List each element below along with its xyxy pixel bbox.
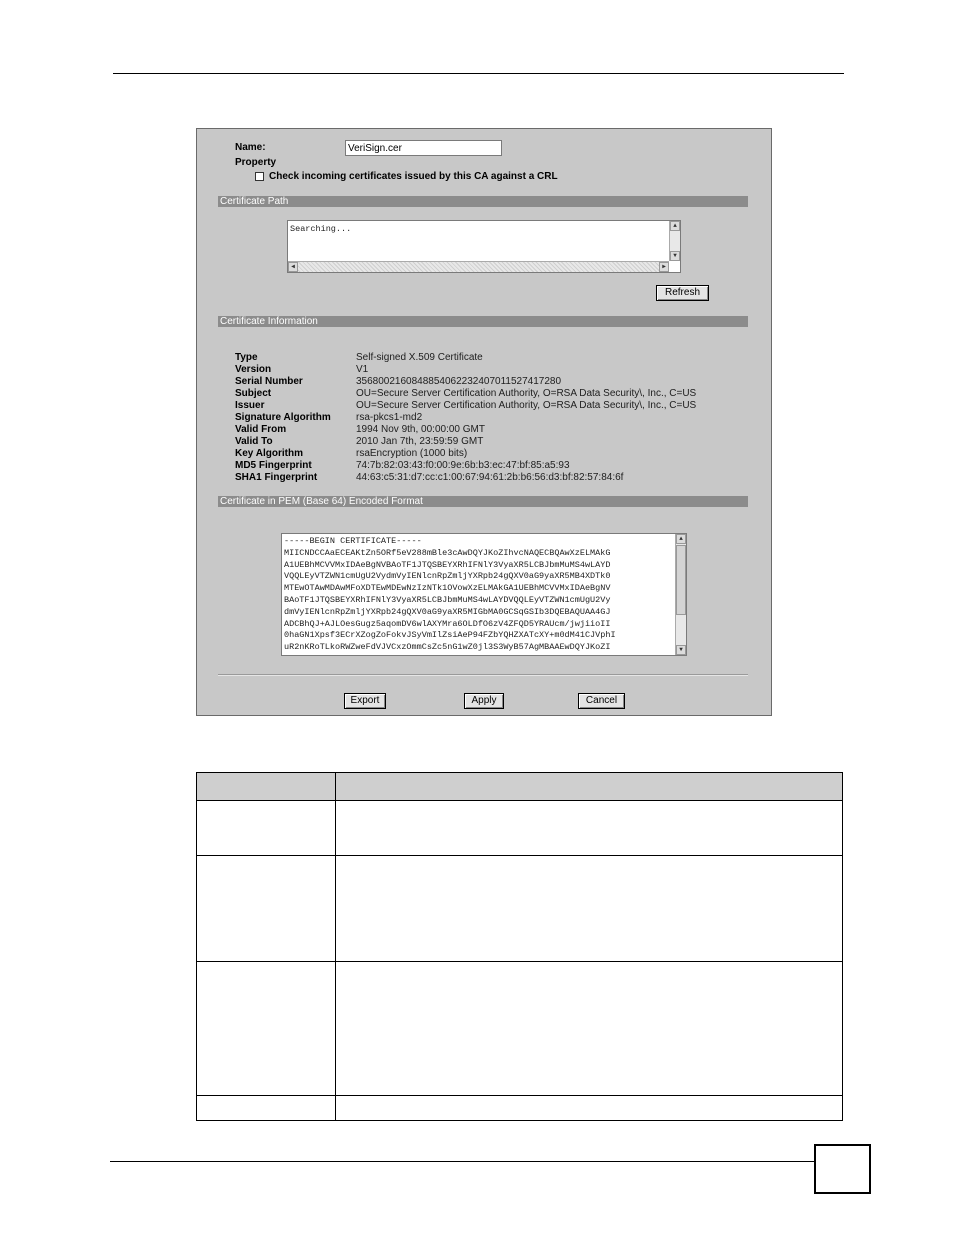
pem-line: MTEwOTAwMDAwMFoXDTEwMDEwNzIzNTk1OVowXzELMAkGA1UEBhMCVVMxIDAeBgNV xyxy=(284,583,611,594)
info-label: Version xyxy=(235,364,272,375)
cancel-button[interactable]: Cancel xyxy=(578,693,625,709)
crl-checkbox-label: Check incoming certificates issued by this CA against a CRL xyxy=(269,171,558,182)
info-label: Valid From xyxy=(235,424,287,435)
pem-content xyxy=(284,536,616,654)
pem-line: ADCBhQJ+AJLOesGugz5aqomDV6wlAXYMra6OLDfO6zV4ZFQD5YRAUcm/jwjiioII xyxy=(284,618,611,629)
table-cell xyxy=(336,962,843,1096)
info-value: Self-signed X.509 Certificate xyxy=(356,352,483,363)
info-value: 74:7b:82:03:43:f0:00:9e:6b:b3:ec:47:bf:85:a5:93 xyxy=(356,460,570,471)
table-header-cell xyxy=(197,773,336,801)
export-button[interactable]: Export xyxy=(344,693,386,709)
scroll-left-icon[interactable]: ◀ xyxy=(288,262,298,272)
info-label: Valid To xyxy=(235,436,273,447)
info-value: 2010 Jan 7th, 23:59:59 GMT xyxy=(356,436,484,447)
table-header-cell xyxy=(336,773,843,801)
scroll-down-icon[interactable]: ▼ xyxy=(676,645,686,655)
info-value: 1994 Nov 9th, 00:00:00 GMT xyxy=(356,424,485,435)
description-table xyxy=(196,772,843,1121)
scroll-up-icon[interactable]: ▲ xyxy=(670,221,680,231)
pem-line: MIICNDCCAaECEAKtZn5ORf5eV288mBle3cAwDQYJKoZIhvcNAQECBQAwXzELMAkG xyxy=(284,547,611,558)
info-value: 35680021608488540622324070115274172​80 xyxy=(356,376,562,387)
info-label: SHA1 Fingerprint xyxy=(235,472,318,483)
apply-button[interactable]: Apply xyxy=(464,693,504,709)
refresh-button[interactable]: Refresh xyxy=(656,285,709,301)
table-row xyxy=(197,801,843,856)
pem-line: BAoTF1JTQSBEYXRhIFNlY3VyaXR5LCBJbmMuMS4wLAYDVQQLEyVTZWN1cmUgU2Vy xyxy=(284,594,611,605)
button-divider xyxy=(218,674,748,676)
info-label: Issuer xyxy=(235,400,265,411)
info-value: V1 xyxy=(356,364,369,375)
pem-textbox[interactable] xyxy=(281,533,687,656)
info-label: Key Algorithm xyxy=(235,448,303,459)
footer-rule xyxy=(110,1161,814,1162)
header-rule xyxy=(113,73,844,74)
table-cell xyxy=(197,962,336,1096)
info-label: Type xyxy=(235,352,258,363)
path-horizontal-scrollbar[interactable] xyxy=(288,261,669,272)
pem-line: 0haGN1Xpsf3ECrXZogZoFokvJSyVmIlZsiAeP94FZbYQHZXATcXY+m0dM41CJVphI xyxy=(284,630,616,641)
scroll-down-icon[interactable]: ▼ xyxy=(670,251,680,261)
certificate-information-header: Certificate Information xyxy=(218,316,748,327)
table-cell xyxy=(336,801,843,856)
pem-line: VQQLEyVTZWN1cmUgU2VydmVyIENlcnRpZmljYXRpb24gQXV0aG9yaXR5MB4XDTk0 xyxy=(284,571,611,582)
scroll-right-icon[interactable]: ▶ xyxy=(659,262,669,272)
table-cell xyxy=(197,856,336,962)
crl-checkbox[interactable] xyxy=(255,172,264,181)
certificate-path-header: Certificate Path xyxy=(218,196,748,207)
pem-line: uR2nKRoTLkoRWZweFdVJVCxzOmmCsZc5nG1wZ0jl3S3WyB57AgMBAAEwDQYJKoZI xyxy=(284,642,611,653)
info-value: 44:63:c5:31:d7:cc:c1:00:67:94:61:2b:b6:56:d3:bf:82:57:84:6f xyxy=(356,472,624,483)
table-cell xyxy=(197,801,336,856)
scroll-up-icon[interactable]: ▲ xyxy=(676,534,686,544)
table-header-row xyxy=(197,773,843,801)
page-number-box xyxy=(814,1144,871,1194)
info-value: OU=Secure Server Certification Authority, O=RSA Data Security\, Inc., C=US xyxy=(356,388,697,399)
name-input[interactable] xyxy=(345,140,502,156)
certificate-path-text: Searching... xyxy=(290,224,352,234)
info-label: MD5 Fingerprint xyxy=(235,460,312,471)
pem-line: dmVyIENlcnRpZmljYXRpb24gQXV0aG9yaXR5MIGbMA0GCSqGSIb3DQEBAQUAA4GJ xyxy=(284,606,611,617)
table-row xyxy=(197,1096,843,1121)
table-row xyxy=(197,856,843,962)
info-value: rsaEncryption (1000 bits) xyxy=(356,448,468,459)
info-value: rsa-pkcs1-md2 xyxy=(356,412,423,423)
info-value: OU=Secure Server Certification Authority, O=RSA Data Security\, Inc., C=US xyxy=(356,400,697,411)
info-label: Serial Number xyxy=(235,376,303,387)
pem-line: -----BEGIN CERTIFICATE----- xyxy=(284,536,422,546)
pem-vertical-scrollbar[interactable] xyxy=(675,534,686,655)
certificate-panel xyxy=(196,128,772,716)
certificate-path-box[interactable] xyxy=(287,220,681,273)
scroll-thumb[interactable] xyxy=(676,545,686,615)
table-cell xyxy=(336,856,843,962)
path-vertical-scrollbar[interactable] xyxy=(669,221,680,261)
name-label: Name: xyxy=(235,142,266,153)
table-row xyxy=(197,962,843,1096)
table-cell xyxy=(197,1096,336,1121)
pem-line: A1UEBhMCVVMxIDAeBgNVBAoTF1JTQSBEYXRhIFNlY3VyaXR5LCBJbmMuMS4wLAYD xyxy=(284,559,611,570)
info-label: Signature Algorithm xyxy=(235,412,331,423)
table-cell xyxy=(336,1096,843,1121)
property-label: Property xyxy=(235,157,277,168)
pem-header: Certificate in PEM (Base 64) Encoded Format xyxy=(218,496,748,507)
info-label: Subject xyxy=(235,388,272,399)
